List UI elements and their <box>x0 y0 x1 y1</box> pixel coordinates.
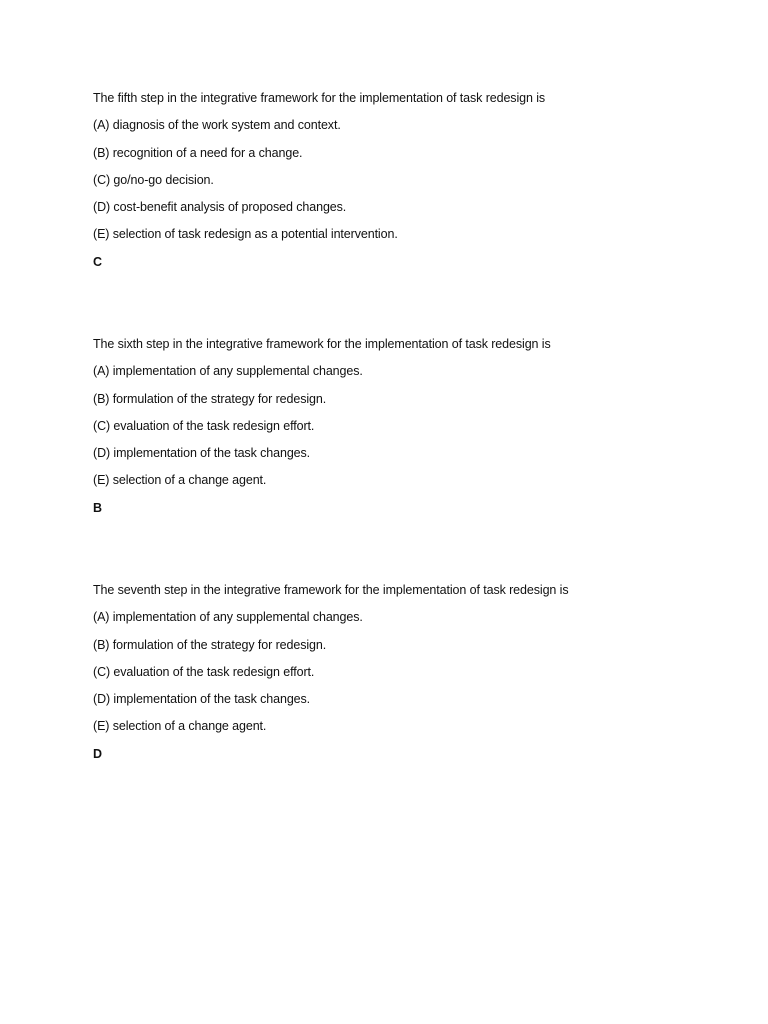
question-block <box>93 85 733 276</box>
option-e: (E) selection of task redesign as a potential intervention. <box>93 227 398 242</box>
option-a: (A) implementation of any supplemental changes. <box>93 610 363 625</box>
option-c: (C) go/no-go decision. <box>93 172 214 187</box>
question-stem: The seventh step in the integrative framework for the implementation of task redesign is <box>93 583 569 597</box>
option-e: (E) selection of a change agent. <box>93 473 267 488</box>
question-block <box>93 577 733 768</box>
answer-key: D <box>93 746 102 761</box>
option-e: (E) selection of a change agent. <box>93 719 267 734</box>
option-b: (B) formulation of the strategy for redesign. <box>93 391 327 406</box>
answer-key: B <box>93 500 102 515</box>
option-d: (D) cost-benefit analysis of proposed changes. <box>93 200 347 215</box>
question-stem: The fifth step in the integrative framework for the implementation of task redesign is <box>93 91 546 105</box>
option-c: (C) evaluation of the task redesign effort. <box>93 418 315 433</box>
option-d: (D) implementation of the task changes. <box>93 692 311 707</box>
question-stem: The sixth step in the integrative framework for the implementation of task redesign is <box>93 337 551 351</box>
option-a: (A) diagnosis of the work system and context. <box>93 118 341 133</box>
option-c: (C) evaluation of the task redesign effort. <box>93 664 315 679</box>
answer-key: C <box>93 254 102 269</box>
option-d: (D) implementation of the task changes. <box>93 446 311 461</box>
option-a: (A) implementation of any supplemental changes. <box>93 364 363 379</box>
option-b: (B) formulation of the strategy for redesign. <box>93 637 327 652</box>
option-b: (B) recognition of a need for a change. <box>93 145 303 160</box>
question-block <box>93 331 733 522</box>
